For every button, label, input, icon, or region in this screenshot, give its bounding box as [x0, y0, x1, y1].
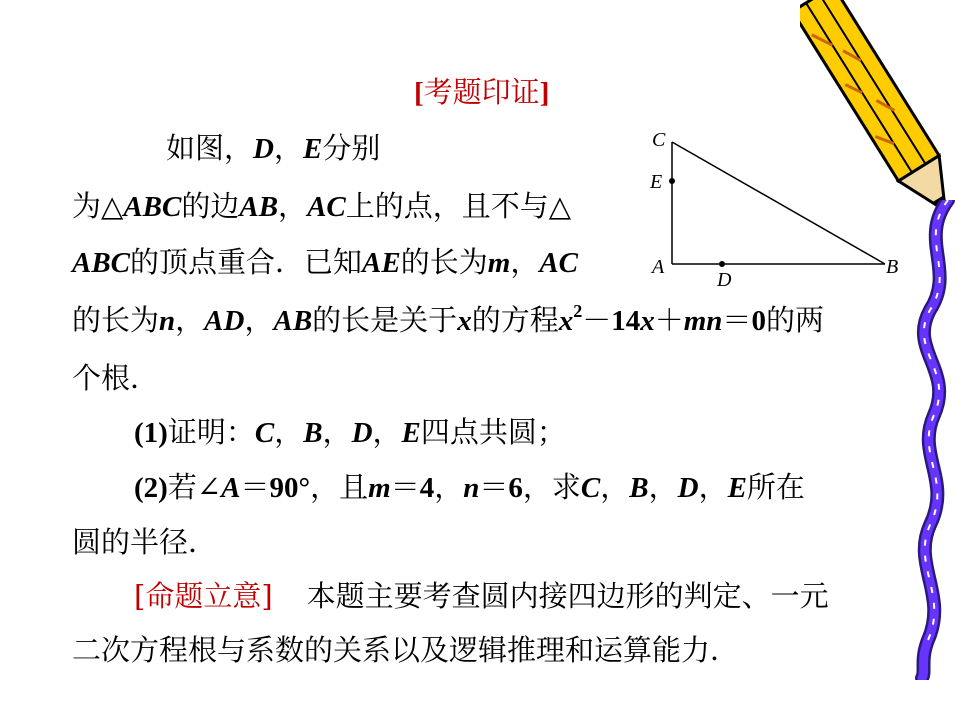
- label-b: B: [886, 256, 899, 278]
- ribbon-decoration: [908, 200, 960, 680]
- label-d: D: [717, 269, 732, 290]
- problem-line-5: 个根．: [72, 361, 160, 395]
- section-heading: [考题印证]: [414, 75, 550, 109]
- question-2: (2)若∠A＝90°，且m＝4，n＝6，求C，B，D，E所在: [134, 470, 805, 504]
- problem-line-1: 如图，D，E分别: [166, 131, 381, 165]
- intent-text-2: 二次方程根与系数的关系以及逻辑推理和运算能力．: [72, 633, 740, 667]
- intent-line-2: [72, 630, 739, 670]
- label-a: A: [652, 256, 665, 278]
- label-c: C: [652, 129, 666, 151]
- point-d: [719, 261, 725, 267]
- problem-line-4: 的长为n，AD，AB的长是关于x的方程$x^2-14x+mn=0$的两: [72, 301, 824, 337]
- point-e: [669, 178, 675, 184]
- question-1: (1)证明：C，B，D，E四点共圆；: [134, 415, 566, 449]
- intent-label: [命题立意]: [134, 579, 273, 613]
- problem-line-2: 为△ABC的边AB，AC上的点，且不与△: [72, 189, 572, 223]
- intent-line-1: [134, 576, 829, 616]
- label-e: E: [650, 171, 663, 193]
- problem-line-3: ABC的顶点重合．已知AE的长为m，AC: [72, 245, 579, 279]
- question-2-cont: 圆的半径．: [72, 525, 218, 559]
- heading-text: 考题印证: [423, 75, 540, 109]
- intent-text-1: 本题主要考查圆内接四边形的判定、一元: [306, 579, 829, 613]
